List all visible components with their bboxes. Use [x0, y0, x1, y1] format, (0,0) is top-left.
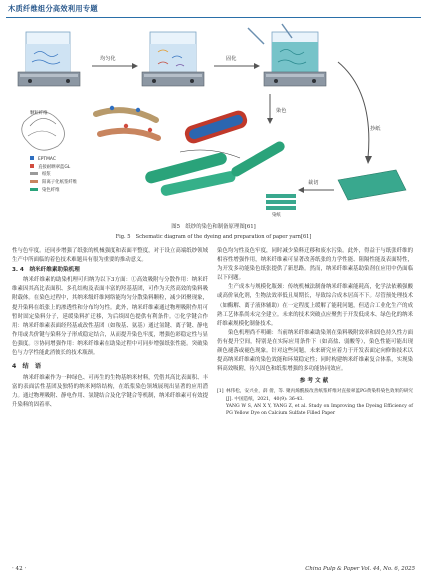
cationic-fiber — [96, 106, 158, 138]
reference-item — [217, 388, 413, 402]
label-papermaking: 抄纸 — [370, 126, 381, 132]
running-header — [6, 3, 421, 18]
label-dyed-paper: 染纸 — [272, 213, 281, 218]
left-column — [12, 247, 208, 411]
arrow-fixation — [214, 54, 260, 69]
right-column — [217, 247, 413, 417]
reference-number — [217, 403, 226, 417]
section-heading-3-4: 3. 4 纳米纤维素助染机理 — [12, 267, 80, 274]
beaker-left — [18, 32, 80, 86]
arrow-papermaking — [338, 62, 381, 164]
figure-legend — [30, 156, 78, 193]
legend-gl: 直接耐晒翠蓝GL — [38, 165, 71, 170]
reference-item — [217, 403, 413, 417]
reference-text: 林伟松，安兴业，薛 倩，等. 聚丙烯酰胺改善纸浆纤维对直接翠蓝PG黄染料染色效果的研究[J]. 中国造纸，2021，40(9): 36-43. — [226, 389, 413, 402]
figure-caption-cn: 图5 纸纱的染色和制备原理图[61] — [171, 224, 256, 230]
figure-5-diagram — [8, 22, 419, 218]
header-title: 木质纤维组分高效利用专题 — [8, 4, 98, 13]
label-uniform: 均匀化 — [100, 56, 116, 62]
beaker-right — [264, 32, 326, 86]
paper-yarn-strips — [266, 194, 296, 218]
legend-fiber: 纸浆 — [42, 172, 51, 177]
paragraph: 染色均匀性及色牢度，同时减少染料迁移和废水污染。此外，得益于与纸张纤维的相容性增强作用，纳米纤维素可显著改善纸张的力学性能、阻隔性能及表面特性，为开发多功能染色纸张提供了新思路。然而，纳米纤维素基助染剂在应用中仍面临以下问题。 — [217, 248, 413, 282]
arrow-uniform — [92, 54, 138, 69]
paragraph: 性与色牢度。还同步增强了纸张的机械强度和表面平整度，对于设立高端纸纱领域生产中所面临的着色技术难题具有很为重要的推动意义。 — [12, 248, 208, 264]
legend-cationic-fiber: 阳离子化纸浆纤维 — [42, 180, 78, 185]
label-fragment: 颗粒纤维 — [30, 111, 48, 116]
arrow-cutting — [298, 178, 334, 193]
paragraph: 生产成本与规模化瓶颈：传统机械法制备纳米纤维素能耗高，化学法依赖强酸或高价氧化剂，生物法效率低且周期长，导致综合成本居高不下。尽管预处理技术（如酶解、离子液体辅助）在一定程度上缓解了能耗问题，但适合工业化生产的成熟工艺体系尚未完全建立。未来的技术突破点应聚焦于开发低成本、绿色化的纳米纤维素规模化制备技术。 — [217, 284, 413, 327]
dyed-green-fibers — [144, 140, 287, 197]
reference-text: YANG W S, AN X Y, YANG Z, et al. Study on Improving the Dyeing Efficiency of PG Yellow Dye on Calcium Sulfate Filled Paper — [226, 403, 413, 417]
arrow-dyeing — [267, 94, 286, 124]
page-number: · 42 · — [12, 566, 27, 572]
dyed-paper-sheet — [338, 170, 406, 200]
label-cutting: 裁切 — [308, 180, 319, 186]
figure-caption-en: Fig. 5 Schematic diagram of the dyeing and preparation of paper yarn[61] — [115, 234, 312, 240]
references-heading: 参考文献 — [299, 378, 331, 385]
paragraph: 染色机理尚不明确：当前纳米纤维素助染剂在染料吸附效率和固色持久性方面仍有提升空间，特别是在实际应用条件下（如高盐、弱酸等），染色性能可能出现颜色褪落或褪色现象。针对这些问题，未来研究应着力于开发表面定向修饰技术以提高纳米纤维素的染色效能和环境稳定性；同时构建纳米纤维素复合体系，实现染料高效吸附，待久固色和纸浆增强的多功能协同效应。 — [217, 329, 413, 373]
paragraph: 纳米纤维素作为一种绿色、可再生的生物基纳米材料，凭借其高比表面积、丰富的表面活性基团及独特的纳米网络结构，在纸浆染色领域展现出显著的应用潜力。通过物理吸附、静电作用、氢键结合及化学键合等机制，纳米纤维素可有效提升染料的固着率、 — [12, 375, 208, 409]
beaker-middle — [142, 32, 204, 86]
label-dyeing: 染色 — [276, 108, 287, 114]
dyed-fiber-bundle — [180, 109, 249, 158]
legend-eptmac: EPTMAC — [38, 157, 56, 162]
paragraph: 纳米纤维素的助染机理可归纳为以下3方面：①高效吸附与分散作用：纳米纤维素因其高比表面积、多孔结构及表面丰富的羟基基团，可作为天然高效的染料吸附载体。在染色过程中，其纳米级纤维网络能均匀分散染料颗粒，减少团聚现象，提升染料在纸张上的渗透性和分布均匀性。此外，纳米纤维素通过物理吸附作用可暂时固定染料分子，延缓染料扩迁移，为后续固色提供有利条件。②化学键合作用：纳米纤维素表面经羟基或改性基团（如羧基、氨基）通过氢键、离子键、静电作用或共价键与染料分子形成稳定结合，从而提升染色牢度，增强色彩稳定性与显色强度。③协同增强作用：纳米纤维素在助染过程中可同步增强纸张性能。突破染色与力学性能此消彼长的技术瓶颈。 — [12, 277, 208, 357]
journal-footer: China Pulp & Paper Vol. 44, No. 6, 2025 — [305, 566, 415, 572]
section-heading-4: 4 结 语 — [12, 363, 42, 371]
legend-dyed-fiber: 染色纤维 — [42, 188, 60, 193]
reference-number: [1] — [217, 389, 224, 395]
pulp-fiber-bundle — [22, 109, 65, 150]
label-fixation: 固化 — [226, 56, 237, 62]
